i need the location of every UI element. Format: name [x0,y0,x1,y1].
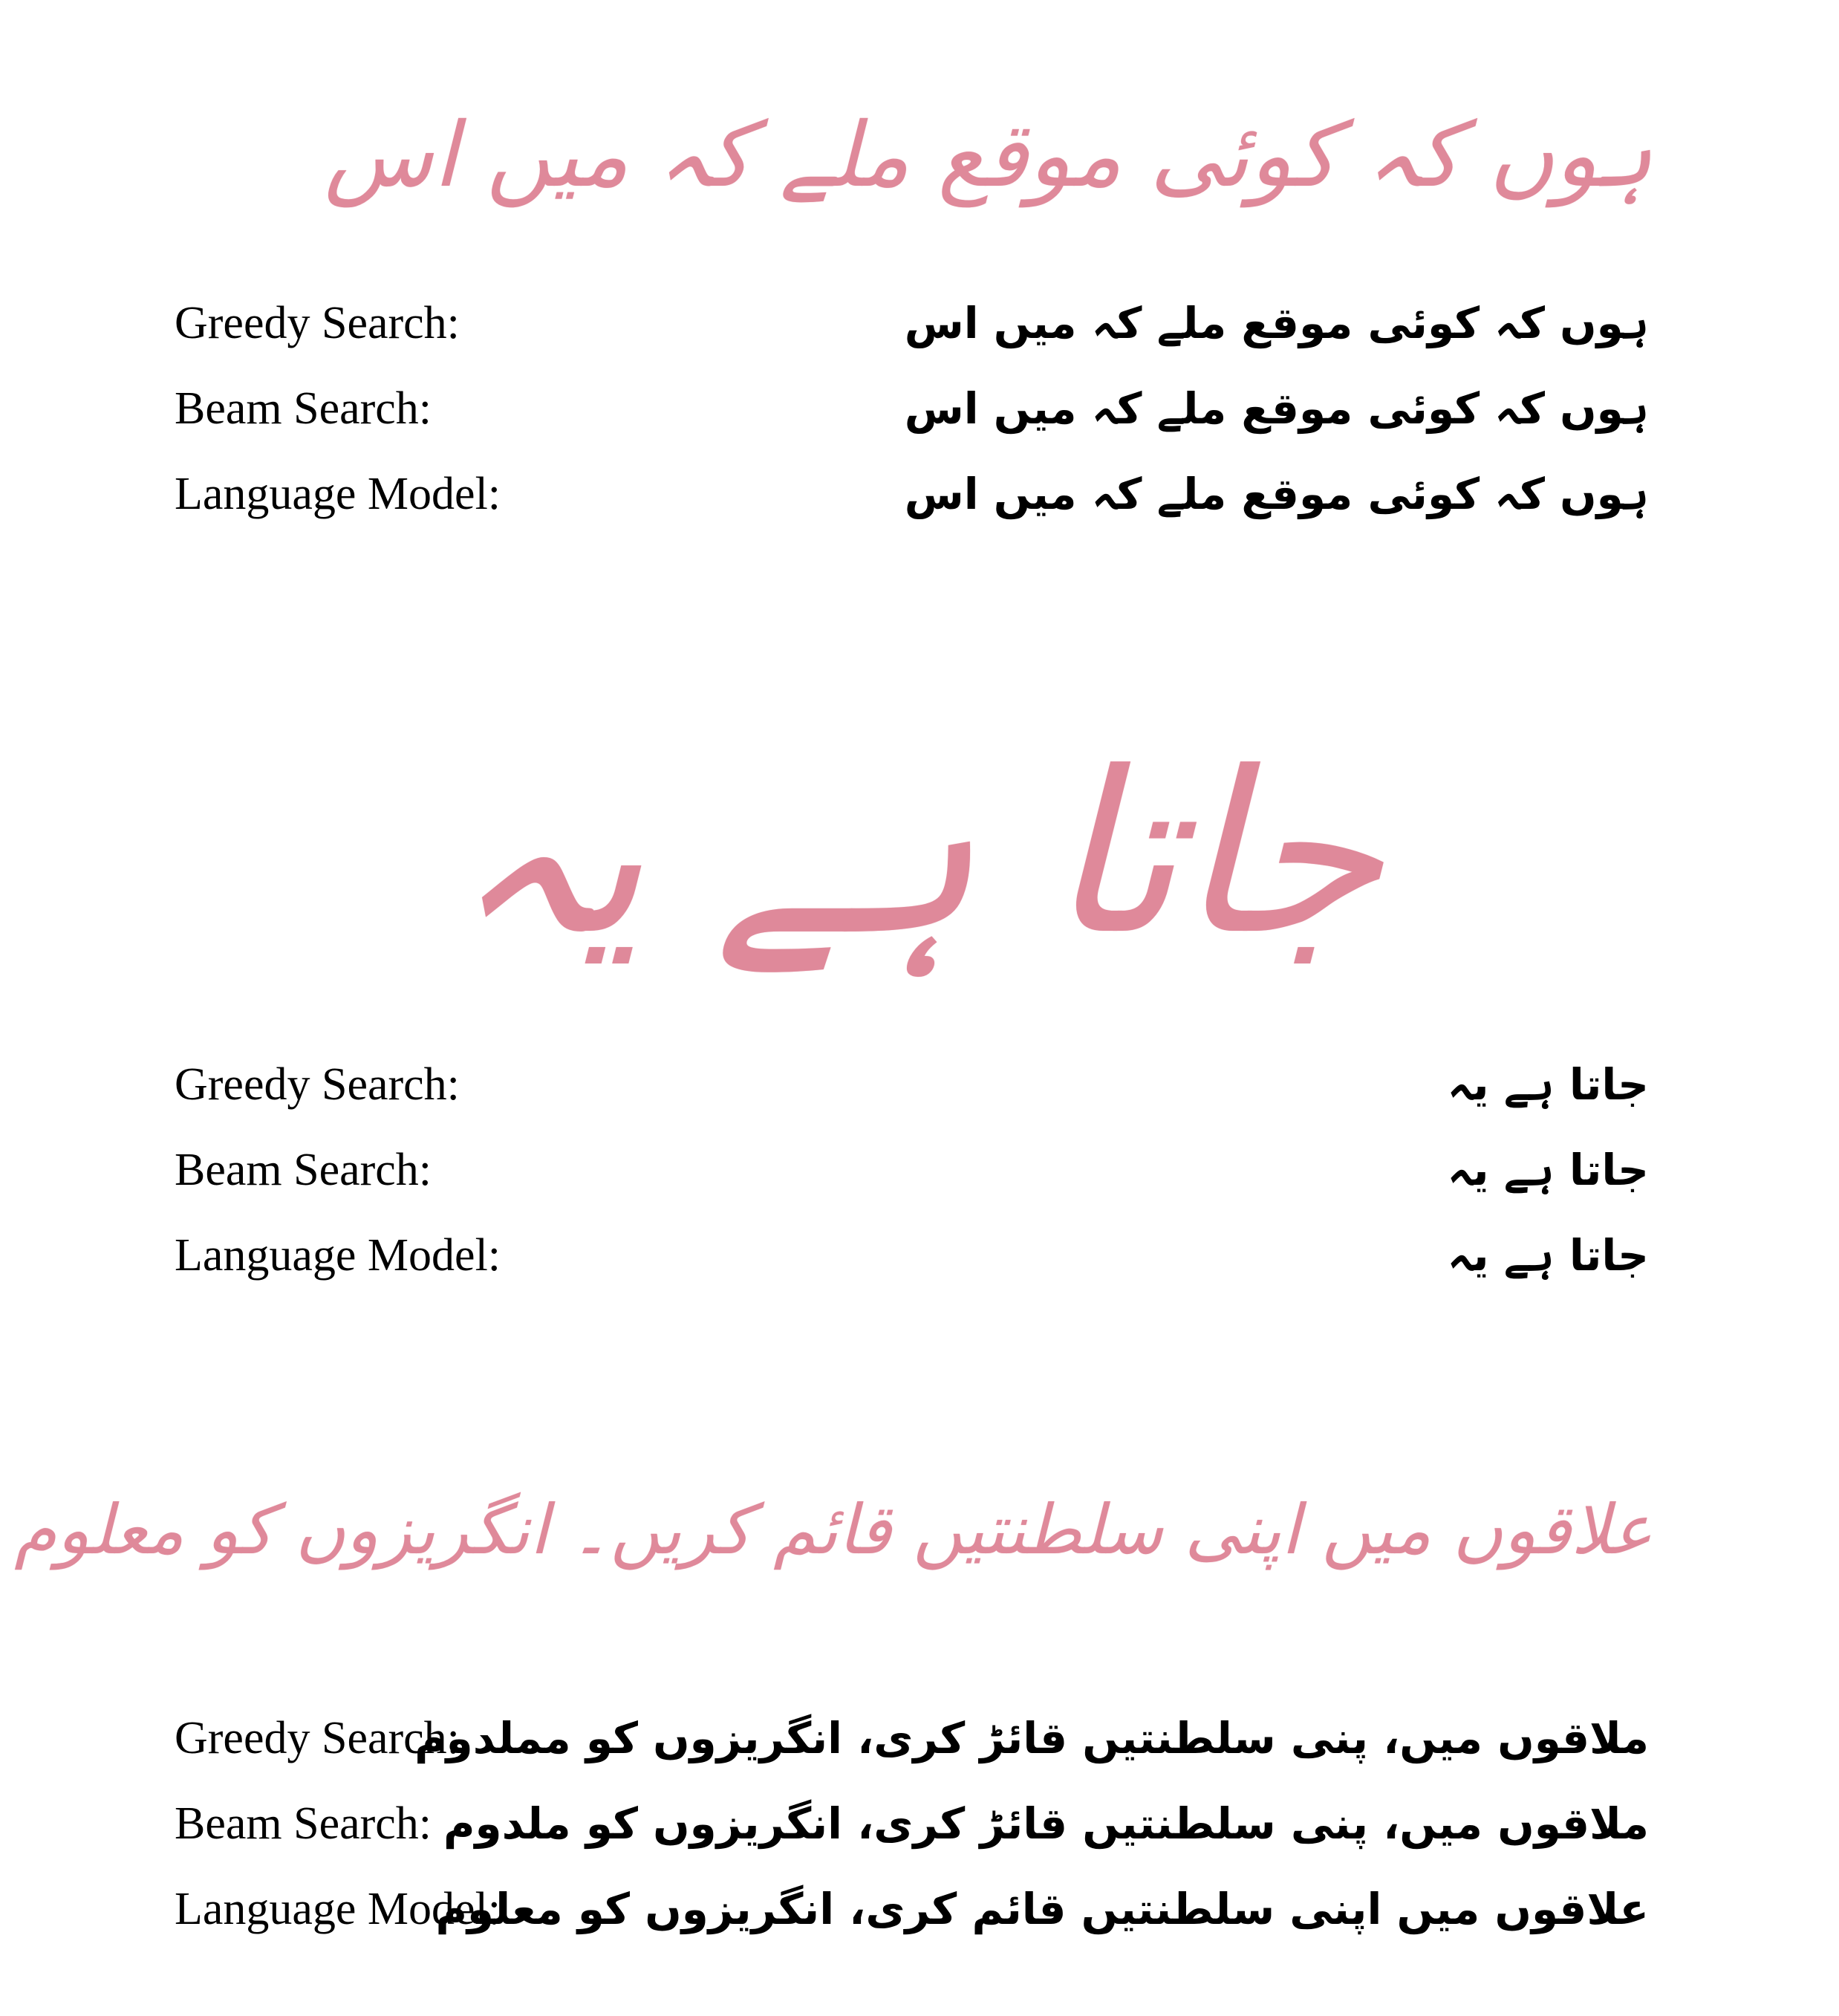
beam-label: Beam Search: [175,1798,432,1849]
beam-label: Beam Search: [175,383,432,434]
lm-result-1 [175,457,1649,531]
lm-output: جاتا ہے یہ [1447,1230,1649,1281]
handwritten-sample-2: جاتا ہے یہ [452,724,1383,983]
beam-label: Beam Search: [175,1145,432,1195]
beam-result-2 [175,1133,1649,1207]
handwritten-sample-1: ہوں کہ کوئی موقع ملے کہ میں اس [324,104,1653,207]
greedy-label: Greedy Search: [175,298,460,348]
greedy-result-1 [175,286,1649,360]
beam-result-3 [175,1786,1649,1861]
beam-output: ملاقوں میں، پنی سلطنتیں قائڑ کری، انگریزوں کو ملدوم [443,1798,1649,1849]
greedy-label: Greedy Search: [175,1059,460,1110]
greedy-result-3 [175,1701,1649,1775]
greedy-output: ملاقوں میں، پنی سلطنتیں قائڑ کری، انگریزوں کو مملدوم [414,1713,1649,1763]
lm-output: علاقوں میں اپنی سلطنتیں قائم کری، انگریزوں کو معلوم [435,1884,1649,1934]
lm-output: ہوں کہ کوئی موقع ملے کہ میں اس [904,469,1649,519]
greedy-output: ہوں کہ کوئی موقع ملے کہ میں اس [904,298,1649,348]
lm-label: Language Model: [175,1230,501,1281]
lm-result-2 [175,1218,1649,1292]
greedy-label: Greedy Search: [175,1713,460,1763]
handwritten-sample-3: علاقوں میں اپنی سلطنتیں قائم کریں۔ انگریزوں کو معلوم [14,1490,1653,1570]
lm-result-3 [175,1872,1649,1946]
beam-output: ہوں کہ کوئی موقع ملے کہ میں اس [904,383,1649,434]
beam-output: جاتا ہے یہ [1447,1145,1649,1195]
greedy-output: جاتا ہے یہ [1447,1059,1649,1110]
beam-result-1 [175,371,1649,446]
lm-label: Language Model: [175,469,501,519]
greedy-result-2 [175,1047,1649,1122]
lm-label: Language Model: [175,1884,501,1934]
